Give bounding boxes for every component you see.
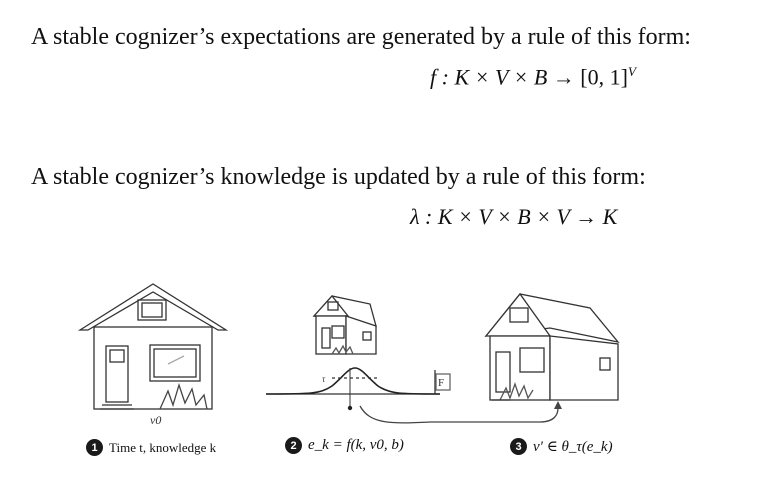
caption-3-badge: 3 xyxy=(510,438,527,455)
expectation-rule-sup: V xyxy=(627,64,636,79)
caption-2 xyxy=(285,437,404,454)
expectation-distribution xyxy=(266,368,450,410)
f-box-label: F xyxy=(438,377,445,389)
caption-3-text: v′ ∈ θ_τ(e_k) xyxy=(533,439,613,455)
expectation-rule-formula xyxy=(430,64,636,90)
caption-1-text: Time t, knowledge k xyxy=(109,439,217,455)
caption-1 xyxy=(86,439,216,456)
house-small-perspective xyxy=(314,296,376,354)
tau-label: τ xyxy=(322,374,326,384)
caption-3 xyxy=(510,437,613,456)
caption-1-badge: 1 xyxy=(86,439,103,456)
expectation-rule-lhs: f : K × V × B → xyxy=(430,64,581,90)
expectations-sentence: A stable cognizer’s expectations are generated by a rule of this form: xyxy=(31,24,691,50)
update-rule-formula: λ : K × V × B × V → K xyxy=(410,204,618,229)
v0-label: v0 xyxy=(150,413,162,427)
caption-2-badge: 2 xyxy=(285,437,302,454)
caption-2-text: e_k = f(k, v0, b) xyxy=(308,437,404,453)
house-front-view xyxy=(80,284,226,409)
house-large-perspective xyxy=(486,294,618,400)
knowledge-sentence: A stable cognizer’s knowledge is updated by a rule of this form: xyxy=(31,164,646,190)
cognizer-illustration xyxy=(70,282,690,427)
expectation-rule-rhs: [0, 1] xyxy=(580,64,628,90)
update-arrow xyxy=(360,406,558,423)
